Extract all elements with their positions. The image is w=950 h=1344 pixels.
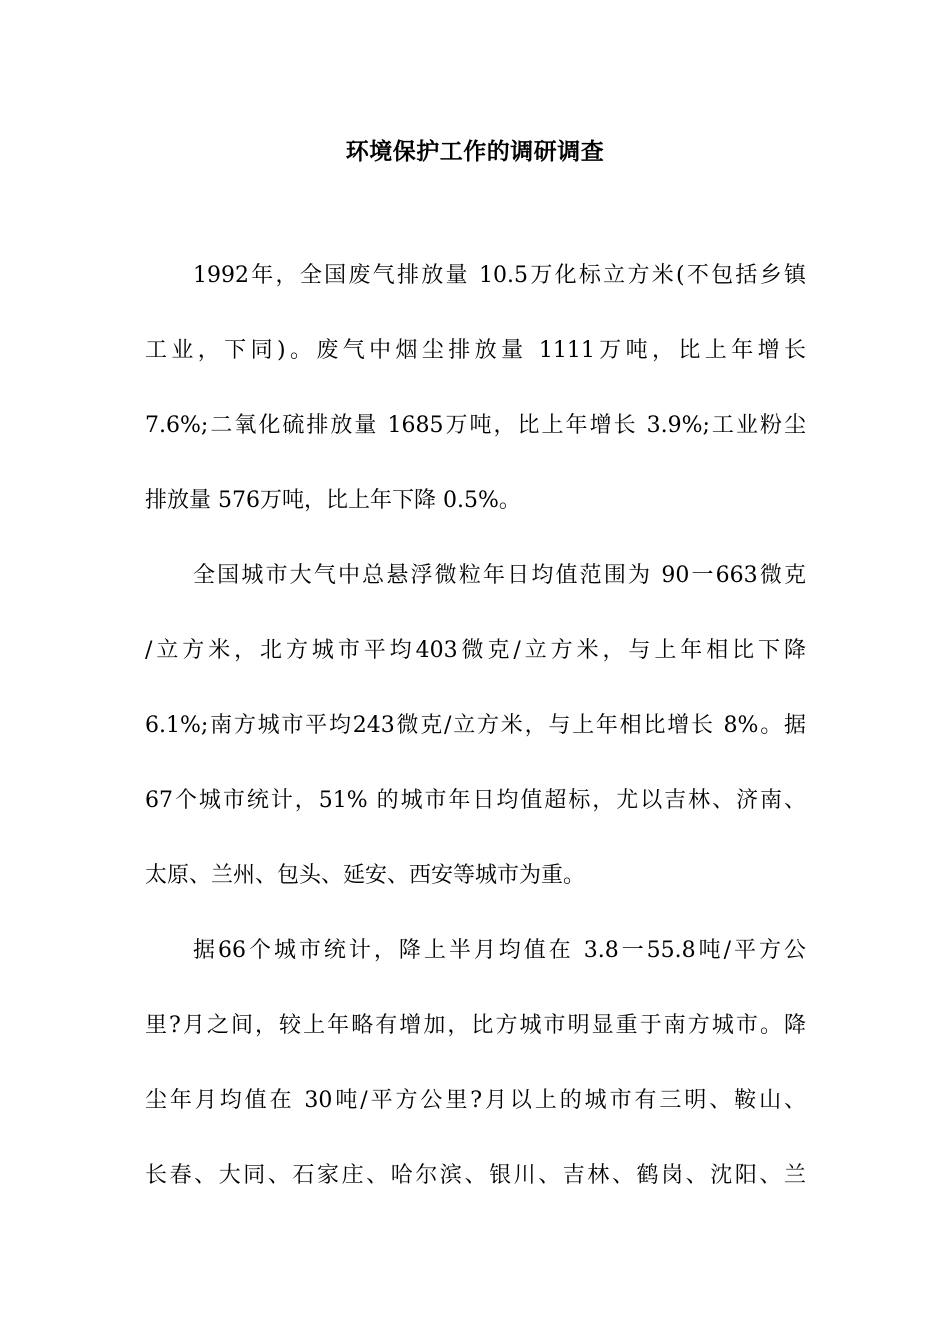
paragraph-2-line-2: /立方米，北方城市平均403微克/立方米，与上年相比下降 — [145, 638, 806, 663]
paragraph-1-line-2: 工业，下同)。废气中烟尘排放量 1111万吨，比上年增长 — [145, 338, 806, 363]
paragraph-1-line-4: 排放量 576万吨，比上年下降 0.5%。 — [145, 488, 521, 513]
paragraph-2-line-1: 全国城市大气中总悬浮微粒年日均值范围为 90一663微克 — [193, 563, 806, 588]
paragraph-1-line-1: 1992年，全国废气排放量 10.5万化标立方米(不包括乡镇 — [193, 263, 806, 288]
paragraph-1-line-3: 7.6%;二氧化硫排放量 1685万吨，比上年增长 3.9%;工业粉尘 — [145, 413, 806, 438]
document-title: 环境保护工作的调研调查 — [345, 138, 605, 165]
paragraph-2-line-5: 太原、兰州、包头、延安、西安等城市为重。 — [145, 863, 586, 888]
paragraph-3-line-1: 据66个城市统计，降上半月均值在 3.8一55.8吨/平方公 — [193, 938, 806, 963]
paragraph-3-line-4: 长春、大同、石家庄、哈尔滨、银川、吉林、鹤岗、沈阳、兰 — [145, 1163, 806, 1188]
paragraph-2-line-3: 6.1%;南方城市平均243微克/立方米，与上年相比增长 8%。据 — [145, 713, 806, 738]
paragraph-3-line-2: 里?月之间，较上年略有增加，比方城市明显重于南方城市。降 — [145, 1013, 806, 1038]
paragraph-3-line-3: 尘年月均值在 30吨/平方公里?月以上的城市有三明、鞍山、 — [145, 1088, 806, 1113]
paragraph-2-line-4: 67个城市统计，51% 的城市年日均值超标，尤以吉林、济南、 — [145, 788, 806, 813]
